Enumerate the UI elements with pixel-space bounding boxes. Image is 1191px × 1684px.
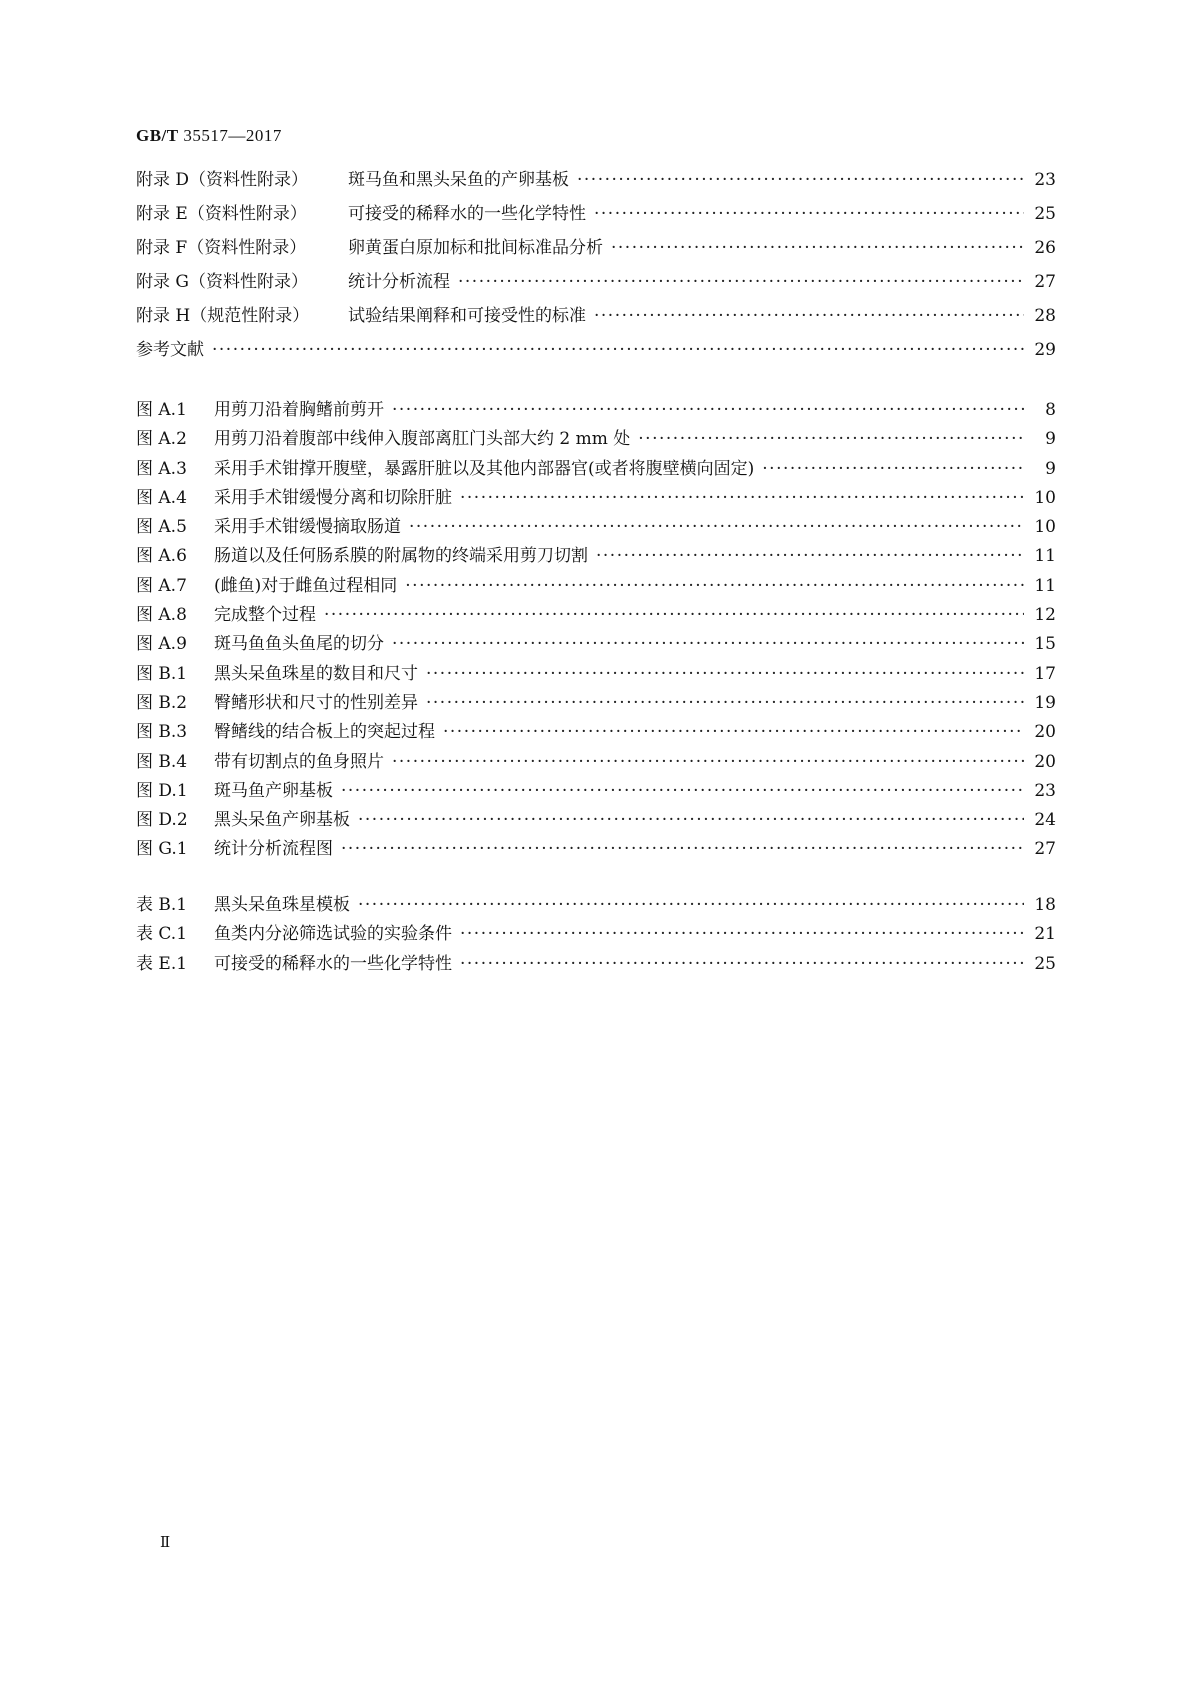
toc-tables xyxy=(136,895,1056,974)
toc-figures xyxy=(136,400,1056,859)
toc-entry-page: 12 xyxy=(1034,605,1056,626)
toc-entry-label: 表 B.1 xyxy=(136,895,188,915)
leader-dots xyxy=(324,605,1024,625)
toc-entry-label: 图 A.6 xyxy=(136,546,187,567)
toc-entry-title: 黑头呆鱼产卵基板 xyxy=(214,810,350,831)
toc-entry-label: 图 B.1 xyxy=(136,663,188,684)
toc-entry-page: 11 xyxy=(1034,575,1056,596)
toc-entry-label: 图 B.4 xyxy=(136,751,188,772)
toc-entry-page: 25 xyxy=(1034,204,1056,224)
toc-entry-label: 图 B.2 xyxy=(136,692,188,713)
toc-entry-label: 参考文献 xyxy=(136,340,204,360)
toc-entry-figure[interactable] xyxy=(136,810,1056,830)
toc-entry-figure[interactable] xyxy=(136,459,1056,479)
leader-dots xyxy=(596,546,1024,566)
leader-dots xyxy=(762,459,1026,479)
leader-dots xyxy=(594,204,1024,224)
toc-entry-figure[interactable] xyxy=(136,781,1056,801)
toc-entry-page: 20 xyxy=(1034,722,1056,743)
toc-entry-page: 23 xyxy=(1034,780,1056,801)
leader-dots xyxy=(358,810,1024,830)
leader-dots xyxy=(409,517,1024,537)
toc-entry-page: 17 xyxy=(1034,663,1056,684)
toc-entry-title: 完成整个过程 xyxy=(214,605,316,626)
leader-dots xyxy=(392,634,1024,654)
toc-entry-title: 卵黄蛋白原加标和批间标准品分析 xyxy=(348,238,603,258)
leader-dots xyxy=(460,954,1024,974)
toc-entry-title: 黑头呆鱼珠星的数目和尺寸 xyxy=(214,663,418,684)
leader-dots xyxy=(443,722,1024,742)
toc-entry-figure[interactable] xyxy=(136,400,1056,420)
toc-entry-label: 图 A.7 xyxy=(136,575,187,596)
toc-entry-page: 25 xyxy=(1034,953,1056,974)
toc-entry-page: 18 xyxy=(1034,895,1056,915)
leader-dots xyxy=(460,488,1024,508)
standard-code-prefix: GB/T xyxy=(136,126,179,145)
toc-entry-label: 图 A.1 xyxy=(136,400,187,420)
toc-entry-page: 9 xyxy=(1045,458,1056,479)
toc-entry-table[interactable] xyxy=(136,924,1056,944)
toc-entry-label: 图 A.8 xyxy=(136,605,187,626)
toc-entry-title: 统计分析流程图 xyxy=(214,839,333,860)
toc-entry-figure[interactable] xyxy=(136,839,1056,859)
toc-entry-title: 臀鳍形状和尺寸的性别差异 xyxy=(214,692,418,713)
toc-entry-page: 9 xyxy=(1045,429,1056,450)
toc-entry-figure[interactable] xyxy=(136,546,1056,566)
leader-dots xyxy=(594,306,1024,326)
toc-entry-label: 图 D.1 xyxy=(136,780,188,801)
toc-entry-page: 21 xyxy=(1034,924,1056,945)
toc-entry-figure[interactable] xyxy=(136,693,1056,713)
leader-dots xyxy=(358,895,1024,915)
leader-dots xyxy=(577,170,1024,190)
toc-entry-label: 图 A.2 xyxy=(136,429,187,450)
leader-dots xyxy=(460,924,1024,944)
leader-dots xyxy=(638,429,1026,449)
toc-entry-figure[interactable] xyxy=(136,664,1056,684)
toc-entry-page: 27 xyxy=(1034,839,1056,860)
toc-entry-title: (雌鱼)对于雌鱼过程相同 xyxy=(214,575,398,596)
toc-entry-label: 附录 E（资料性附录） xyxy=(136,204,307,224)
toc-entry-label: 图 A.3 xyxy=(136,458,187,479)
leader-dots xyxy=(458,272,1024,292)
toc-entry-title: 臀鳍线的结合板上的突起过程 xyxy=(214,722,435,743)
toc-entry-title: 可接受的稀释水的一些化学特性 xyxy=(214,953,452,974)
toc-entry-figure[interactable] xyxy=(136,429,1056,449)
toc-entry-page: 27 xyxy=(1034,272,1056,292)
leader-dots xyxy=(212,340,1024,360)
toc-entry-label: 图 A.5 xyxy=(136,517,187,538)
toc-entry-label: 图 G.1 xyxy=(136,839,188,860)
toc-entry-title: 采用手术钳缓慢分离和切除肝脏 xyxy=(214,487,452,508)
toc-entry-title: 用剪刀沿着腹部中线伸入腹部离肛门头部大约 2 mm 处 xyxy=(214,429,631,450)
toc-entry-label: 图 A.4 xyxy=(136,487,187,508)
toc-entry-title: 鱼类内分泌筛选试验的实验条件 xyxy=(214,924,452,945)
toc-entry-table[interactable] xyxy=(136,954,1056,974)
toc-entry-label: 表 E.1 xyxy=(136,953,188,974)
toc-entry-figure[interactable] xyxy=(136,576,1056,596)
toc-entry-appendix-d[interactable] xyxy=(136,170,1056,190)
toc-appendices xyxy=(136,170,1056,360)
toc-entry-title: 斑马鱼鱼头鱼尾的切分 xyxy=(214,634,384,655)
toc-entry-appendix-h[interactable] xyxy=(136,306,1056,326)
toc-entry-label: 附录 H（规范性附录） xyxy=(136,306,310,326)
toc-entry-label: 附录 G（资料性附录） xyxy=(136,272,308,292)
toc-entry-page: 15 xyxy=(1034,634,1056,655)
leader-dots xyxy=(426,693,1024,713)
toc-entry-title: 可接受的稀释水的一些化学特性 xyxy=(348,204,586,224)
toc-entry-title: 统计分析流程 xyxy=(348,272,450,292)
leader-dots xyxy=(611,238,1024,258)
toc-entry-label: 附录 D（资料性附录） xyxy=(136,170,309,190)
leader-dots xyxy=(426,664,1024,684)
toc-entry-appendix-g[interactable] xyxy=(136,272,1056,292)
leader-dots xyxy=(392,400,1026,420)
toc-entry-page: 10 xyxy=(1034,487,1056,508)
toc-entry-figure[interactable] xyxy=(136,488,1056,508)
toc-entry-page: 10 xyxy=(1034,517,1056,538)
toc-entry-label: 图 D.2 xyxy=(136,810,188,831)
toc-entry-page: 26 xyxy=(1034,238,1056,258)
toc-entry-page: 11 xyxy=(1034,546,1056,567)
leader-dots xyxy=(341,839,1024,859)
standard-code-number: 35517—2017 xyxy=(183,126,282,145)
leader-dots xyxy=(341,781,1024,801)
toc-entry-label: 图 B.3 xyxy=(136,722,188,743)
toc-entry-figure[interactable] xyxy=(136,722,1056,742)
document-header xyxy=(136,126,282,146)
toc-entry-label: 附录 F（资料性附录） xyxy=(136,238,307,258)
toc-entry-figure[interactable] xyxy=(136,517,1056,537)
toc-entry-page: 28 xyxy=(1034,306,1056,326)
toc-entry-page: 24 xyxy=(1034,810,1056,831)
toc-entry-title: 肠道以及任何肠系膜的附属物的终端采用剪刀切割 xyxy=(214,546,588,567)
toc-entry-page: 29 xyxy=(1034,340,1056,360)
toc-entry-figure[interactable] xyxy=(136,605,1056,625)
toc-entry-appendix-f[interactable] xyxy=(136,238,1056,258)
toc-entry-title: 用剪刀沿着胸鳍前剪开 xyxy=(214,400,384,420)
toc-entry-title: 黑头呆鱼珠星模板 xyxy=(214,895,350,915)
toc-entry-title: 带有切割点的鱼身照片 xyxy=(214,751,384,772)
toc-entry-title: 采用手术钳撑开腹壁，暴露肝脏以及其他内部器官(或者将腹壁横向固定) xyxy=(214,458,755,479)
toc-entry-table[interactable] xyxy=(136,895,1056,915)
toc-entry-figure[interactable] xyxy=(136,752,1056,772)
toc-entry-title: 采用手术钳缓慢摘取肠道 xyxy=(214,517,401,538)
toc-entry-page: 20 xyxy=(1034,751,1056,772)
toc-entry-figure[interactable] xyxy=(136,634,1056,654)
toc-entry-page: 23 xyxy=(1034,170,1056,190)
toc-entry-references[interactable] xyxy=(136,340,1056,360)
toc-entry-label: 图 A.9 xyxy=(136,634,187,655)
toc-entry-title: 试验结果阐释和可接受性的标准 xyxy=(348,306,586,326)
page-number: Ⅱ xyxy=(160,1533,171,1551)
toc-entry-title: 斑马鱼和黑头呆鱼的产卵基板 xyxy=(348,170,569,190)
leader-dots xyxy=(405,576,1024,596)
leader-dots xyxy=(392,752,1024,772)
toc-entry-appendix-e[interactable] xyxy=(136,204,1056,224)
toc-entry-title: 斑马鱼产卵基板 xyxy=(214,780,333,801)
toc-entry-label: 表 C.1 xyxy=(136,924,188,945)
toc-entry-page: 8 xyxy=(1045,400,1056,420)
toc-entry-page: 19 xyxy=(1034,692,1056,713)
